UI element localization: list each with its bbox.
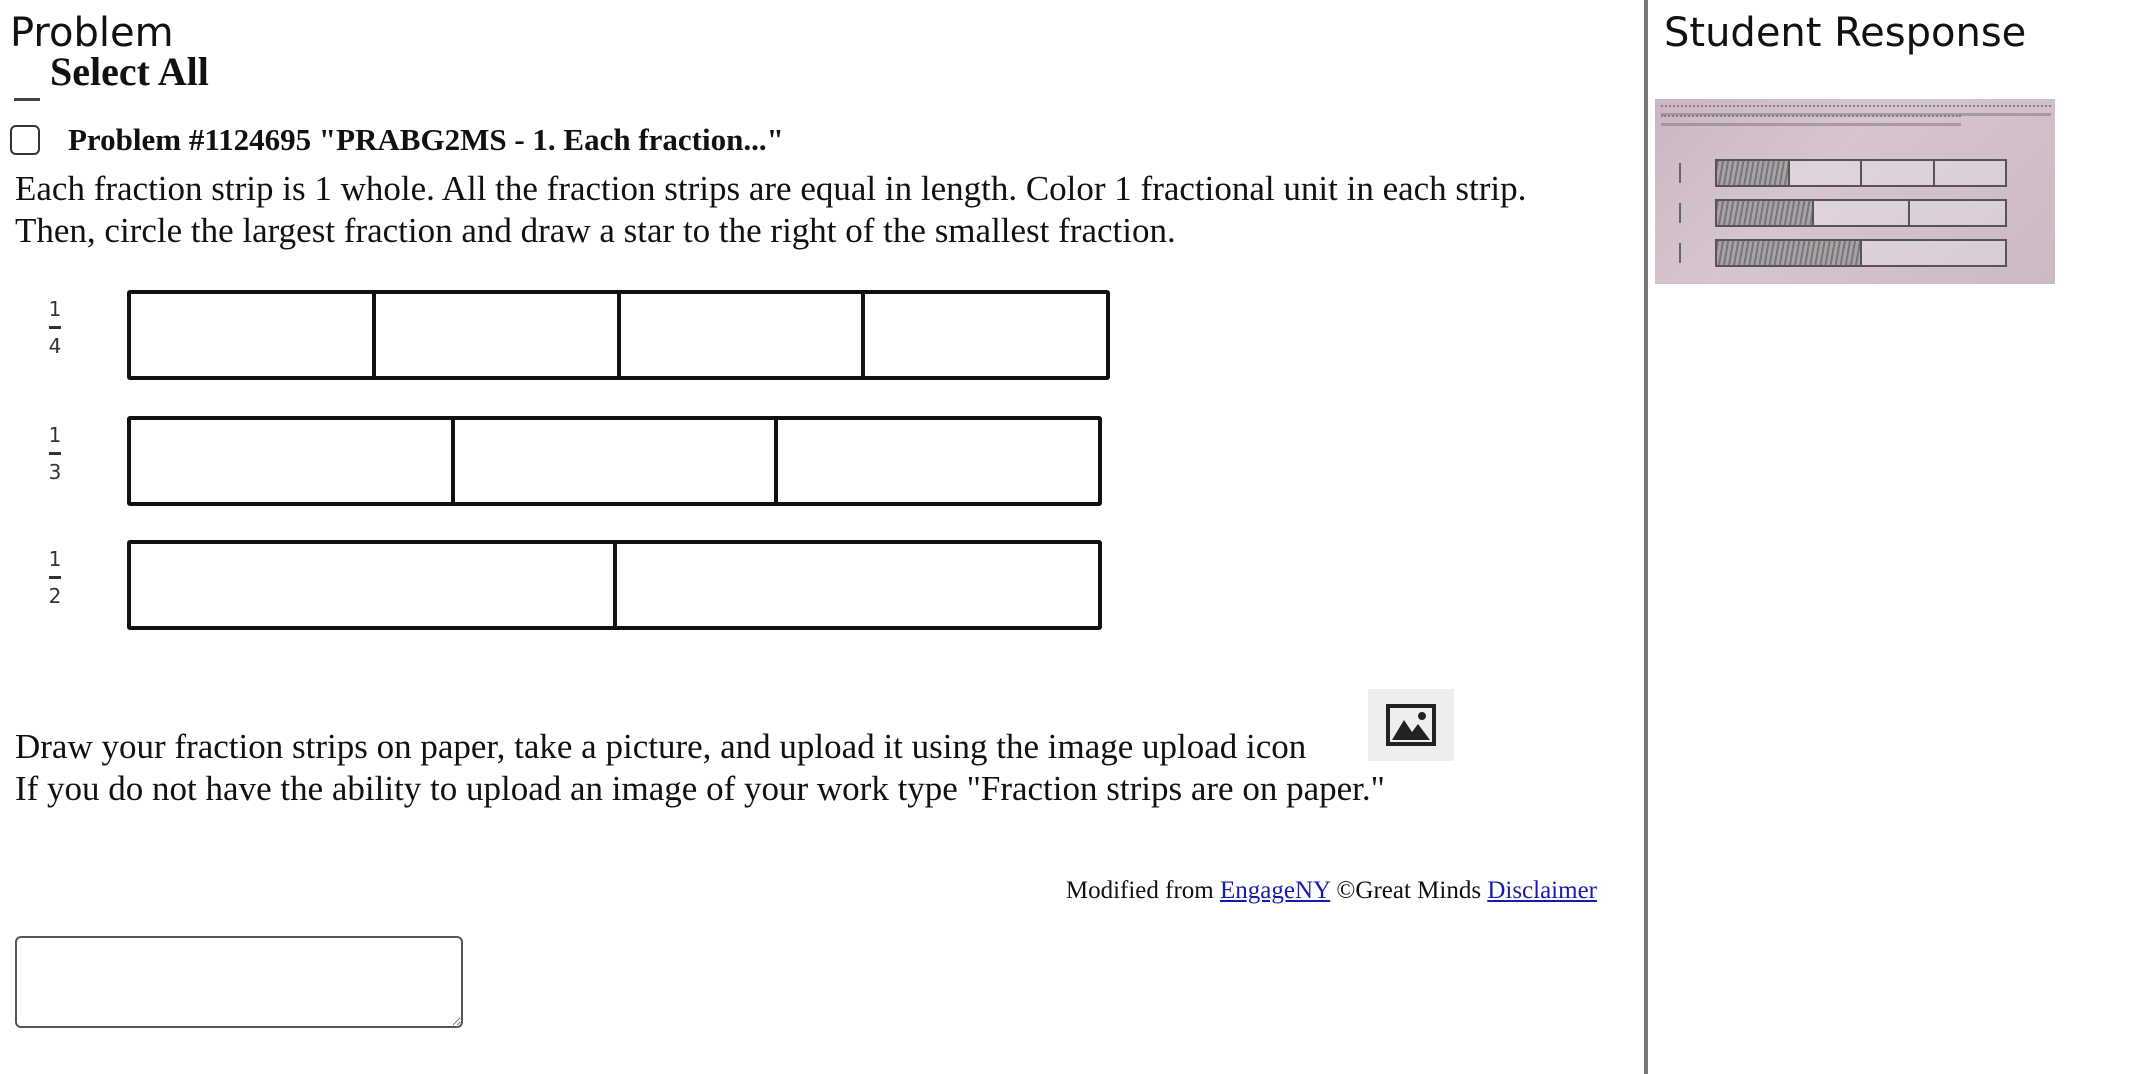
fraction-denominator: 2 — [48, 584, 62, 608]
strip-cell[interactable] — [131, 544, 613, 626]
strip-cell[interactable] — [131, 420, 451, 502]
problem-pane-title: Problem — [10, 10, 174, 56]
photo-text-line — [1661, 115, 1961, 118]
fraction-label-third — [40, 424, 70, 483]
fraction-strip-row-third — [0, 416, 1200, 506]
select-all[interactable] — [14, 49, 209, 104]
photo-strip-cell — [1717, 241, 1860, 265]
strip-cell[interactable] — [617, 294, 862, 376]
fraction-strip-quarter — [127, 290, 1110, 380]
photo-strip-quarter — [1715, 159, 2007, 187]
problem-header — [10, 122, 784, 158]
fraction-strip-row-half — [0, 540, 1200, 630]
fraction-denominator: 4 — [48, 334, 62, 358]
answer-input[interactable] — [15, 936, 463, 1028]
photo-strip-cell — [1908, 201, 2005, 225]
fallback-instruction: If you do not have the ability to upload an image of your work type "Fraction strips are on paper." — [15, 769, 1385, 808]
disclaimer-link[interactable]: Disclaimer — [1487, 877, 1597, 904]
problem-checkbox[interactable] — [10, 125, 40, 155]
photo-fraction-mark — [1679, 163, 1685, 183]
fraction-bar — [49, 576, 61, 579]
select-all-checkbox[interactable] — [14, 98, 40, 101]
student-response-title: Student Response — [1664, 10, 2027, 56]
photo-strip-cell — [1717, 161, 1788, 185]
fraction-denominator: 3 — [48, 460, 62, 484]
photo-fraction-mark — [1679, 243, 1685, 263]
photo-strip-third — [1715, 199, 2007, 227]
photo-strip-cell — [1860, 241, 2005, 265]
photo-strip-cell — [1788, 161, 1861, 185]
strip-cell[interactable] — [774, 420, 1098, 502]
image-upload-glyph — [1386, 704, 1436, 746]
upload-instruction: Draw your fraction strips on paper, take a picture, and upload it using the image upload icon — [15, 727, 1307, 766]
fraction-label-half — [40, 548, 70, 607]
strip-cell[interactable] — [861, 294, 1106, 376]
engageny-link[interactable]: EngageNY — [1219, 877, 1331, 904]
copyright-text: ©Great Minds — [1336, 877, 1482, 904]
problem-label: Problem #1124695 "PRABG2MS - 1. Each fraction..." — [68, 122, 784, 157]
photo-strip-cell — [1933, 161, 2006, 185]
fraction-strip-third — [127, 416, 1102, 506]
strip-cell[interactable] — [613, 544, 1099, 626]
fraction-label-quarter — [40, 298, 70, 357]
fraction-strip-row-quarter — [0, 290, 1200, 380]
fraction-numerator: 1 — [48, 297, 62, 321]
attribution-prefix: Modified from — [1065, 877, 1214, 904]
photo-fraction-mark — [1679, 203, 1685, 223]
attribution — [1066, 876, 1597, 906]
student-response-pane — [1648, 0, 2144, 1074]
strip-cell[interactable] — [372, 294, 617, 376]
fraction-strip-half — [127, 540, 1102, 630]
photo-strip-cell — [1717, 201, 1812, 225]
strip-cell[interactable] — [131, 294, 372, 376]
fraction-bar — [49, 452, 61, 455]
strip-cell[interactable] — [451, 420, 775, 502]
photo-text-line — [1661, 105, 2051, 108]
image-upload-icon[interactable] — [1368, 689, 1454, 761]
problem-text: Each fraction strip is 1 whole. All the fraction strips are equal in length. Color 1 fractional unit in each strip. Then, circle the largest fraction and draw a star to the right of the smallest fraction. — [15, 169, 1527, 250]
fraction-numerator: 1 — [48, 423, 62, 447]
photo-strip-half — [1715, 239, 2007, 267]
photo-strip-cell — [1860, 161, 1933, 185]
photo-strip-cell — [1812, 201, 1909, 225]
fraction-numerator: 1 — [48, 547, 62, 571]
fraction-bar — [49, 326, 61, 329]
select-all-label: Select All — [50, 49, 209, 94]
student-response-image[interactable] — [1655, 99, 2055, 284]
